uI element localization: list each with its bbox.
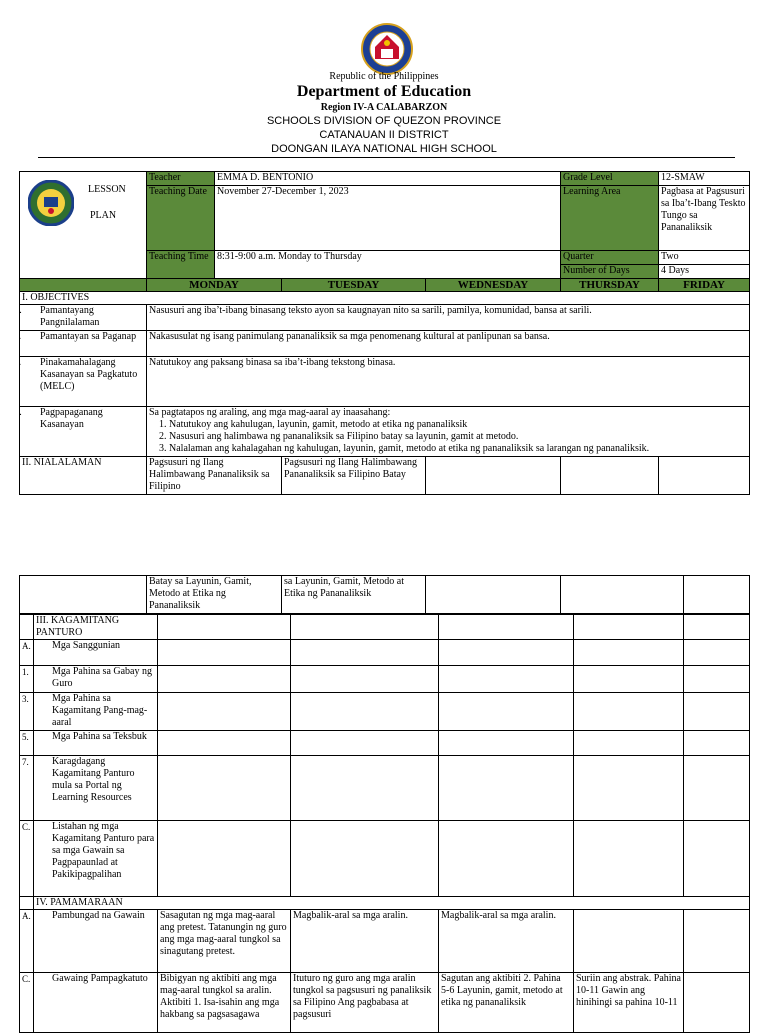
objective-c-letter — [26, 357, 40, 369]
teksbuk-label — [34, 731, 158, 756]
teksbuk-number — [38, 731, 52, 743]
nilalaman-monday-cont: Batay sa Layunin, Gamit, Metodo at Etika ng Pananaliksik — [147, 576, 282, 614]
objective-d-label — [20, 407, 147, 457]
kagamitang-stub: 3. — [20, 693, 34, 731]
teksbuk-text: Mga Pahina sa Teksbuk — [52, 731, 147, 742]
region-line: Region IV-A CALABARZON — [320, 102, 448, 113]
nilalaman-cont-blank — [20, 576, 147, 614]
listahan-text: Listahan ng mga Kagamitang Panturo para sa mga Gawain sa Pagpapaunlad at Pakikipagpalihan — [52, 821, 155, 880]
gawaing-text: Gawaing Pampagkatuto — [52, 973, 148, 984]
nilalaman-tuesday-cont: sa Layunin, Gamit, Metodo at Etika ng Pananaliksik — [282, 576, 426, 614]
division-line: SCHOOLS DIVISION OF QUEZON PROVINCE — [266, 115, 502, 127]
cell — [439, 821, 574, 897]
day-header-blank — [20, 279, 147, 292]
lesson-plan-table — [19, 171, 750, 495]
day-header-tuesday: TUESDAY — [282, 279, 426, 292]
nilalaman-tuesday: Pagsusuri ng Ilang Halimbawang Pananaliksik sa Filipino Batay — [282, 457, 426, 495]
objective-c-text: Pinakamahalagang Kasanayan sa Pagkatuto (MELC) — [40, 357, 138, 392]
cell — [684, 693, 750, 731]
objective-d-letter — [26, 407, 40, 419]
gawaing-stub: C. — [20, 973, 34, 1033]
nilalaman-thursday-cont — [561, 576, 684, 614]
school-line: DOONGAN ILAYA NATIONAL HIGH SCHOOL — [271, 143, 497, 155]
teaching-date-label: Teaching Date — [147, 186, 215, 251]
gawaing-letter — [38, 973, 52, 985]
nilalaman-thursday — [561, 457, 659, 495]
pambungad-letter — [38, 910, 52, 922]
teaching-date-value: November 27-December 1, 2023 — [215, 186, 561, 251]
cell — [158, 731, 291, 756]
gawaing-monday: Bibigyan ng aktibiti ang mga mag-aaral tungkol sa aralin. Aktibiti 1. Isa-isahin ang mga hakbang sa pagsasagawa — [158, 973, 291, 1033]
district-line: CATANAUAN II DISTRICT — [319, 129, 449, 141]
objective-d-item: 2. Nasusuri ang halimbawa ng pananaliksik sa Filipino batay sa layunin, gamit at metodo. — [169, 431, 747, 443]
teacher-value: EMMA D. BENTONIO — [215, 172, 561, 186]
kagamitan-monday — [158, 615, 291, 640]
cell — [574, 756, 684, 821]
cell — [684, 731, 750, 756]
cell — [684, 640, 750, 666]
gawaing-tuesday: Ituturo ng guro ang mga aralin tungkol sa pagsusuri ng panaliksik sa Filipino Ang pagbabasa at pagsusuri — [291, 973, 439, 1033]
pambungad-wednesday: Magbalik-aral sa mga aralin. — [439, 910, 574, 973]
kagamitan-tuesday — [291, 615, 439, 640]
continuation-table — [19, 614, 750, 1033]
sanggunian-text: Mga Sanggunian — [52, 640, 121, 651]
cell — [684, 756, 750, 821]
school-logo — [28, 180, 74, 230]
department-title: Department of Education — [296, 83, 472, 100]
pambungad-stub: A. — [20, 910, 34, 973]
objective-a-text: Pamantayang Pangnilalaman — [40, 305, 100, 328]
kagamitang-number — [38, 693, 52, 705]
cell — [574, 821, 684, 897]
objective-d-intro: Sa pagtatapos ng araling, ang mga mag-aaral ay inaasahang: — [149, 407, 391, 418]
objective-c-value: Natutukoy ang paksang binasa sa iba’t-ibang tekstong binasa. — [147, 357, 750, 407]
cell — [291, 640, 439, 666]
cell — [439, 693, 574, 731]
pambungad-monday: Sasagutan ng mga mag-aaral ang pretest. Tatanungin ng guro ang mga mag-aaral tungkol sa sinagutang pretest. — [158, 910, 291, 973]
objective-d-text: Pagpapaganang Kasanayan — [40, 407, 103, 430]
continuation-table-top — [19, 575, 750, 614]
cell — [439, 666, 574, 693]
cell — [158, 756, 291, 821]
kagamitan-friday — [684, 615, 750, 640]
cell — [574, 666, 684, 693]
karagdagang-label — [34, 756, 158, 821]
cell — [574, 731, 684, 756]
days-label: Number of Days — [561, 265, 659, 279]
grade-level-label: Grade Level — [561, 172, 659, 186]
kagamitan-title: III. KAGAMITANG PANTURO — [34, 615, 158, 640]
day-header-monday: MONDAY — [147, 279, 282, 292]
kagamitan-wednesday — [439, 615, 574, 640]
day-header-wednesday: WEDNESDAY — [426, 279, 561, 292]
cell — [574, 693, 684, 731]
cell — [158, 693, 291, 731]
cell — [684, 821, 750, 897]
deped-seal-logo — [361, 23, 413, 75]
gawaing-wednesday: Sagutan ang aktibiti 2. Pahina 5-6 Layunin, gamit, metodo at etika ng pananaliksik — [439, 973, 574, 1033]
objectives-title: I. OBJECTIVES — [20, 292, 750, 305]
gabay-number — [38, 666, 52, 678]
teacher-label: Teacher — [147, 172, 215, 186]
stub-cell — [20, 897, 34, 910]
gawaing-thursday: Suriin ang abstrak. Pahina 10-11 Gawin ang hinihingi sa pahina 10-11 — [574, 973, 684, 1033]
pambungad-label — [34, 910, 158, 973]
nilalaman-wednesday-cont — [426, 576, 561, 614]
pambungad-thursday — [574, 910, 684, 973]
days-value: 4 Days — [659, 265, 750, 279]
objective-a-label — [20, 305, 147, 331]
header-divider — [38, 157, 735, 158]
cell — [291, 666, 439, 693]
cell — [291, 693, 439, 731]
day-header-friday: FRIDAY — [659, 279, 750, 292]
learning-area-value: Pagbasa at Pagsusuri sa Iba’t-Ibang Teskto Tungo sa Pananaliksik — [659, 186, 750, 251]
teaching-time-value: 8:31-9:00 a.m. Monday to Thursday — [215, 251, 561, 279]
objective-d-item: 1. Natutukoy ang kahulugan, layunin, gamit, metodo at etika ng pananaliksik — [169, 419, 747, 431]
objective-c-label — [20, 357, 147, 407]
nilalaman-friday — [659, 457, 750, 495]
plan-label: PLAN — [90, 210, 117, 221]
cell — [158, 640, 291, 666]
day-header-thursday: THURSDAY — [561, 279, 659, 292]
nilalaman-title: II. NIALALAMAN — [20, 457, 147, 495]
sanggunian-letter — [38, 640, 52, 652]
cell — [291, 821, 439, 897]
cell — [439, 640, 574, 666]
grade-level-value: 12-SMAW — [659, 172, 750, 186]
stub-cell — [20, 615, 34, 640]
listahan-stub: C. — [20, 821, 34, 897]
cell — [574, 640, 684, 666]
pambungad-friday — [684, 910, 750, 973]
pambungad-tuesday: Magbalik-aral sa mga aralin. — [291, 910, 439, 973]
gabay-stub: 1. — [20, 666, 34, 693]
quarter-label: Quarter — [561, 251, 659, 265]
nilalaman-monday: Pagsusuri ng Ilang Halimbawang Pananaliksik sa Filipino — [147, 457, 282, 495]
nilalaman-wednesday — [426, 457, 561, 495]
objective-b-value: Nakasusulat ng isang panimulang pananaliksik sa mga penomenang kultural at panlipunan sa bansa. — [147, 331, 750, 357]
learning-area-label: Learning Area — [561, 186, 659, 251]
pamamaraan-title: IV. PAMAMARAAN — [34, 897, 750, 910]
cell — [158, 666, 291, 693]
objective-b-label — [20, 331, 147, 357]
cell — [158, 821, 291, 897]
kagamitang-label — [34, 693, 158, 731]
pambungad-text: Pambungad na Gawain — [52, 910, 145, 921]
kagamitang-text: Mga Pahina sa Kagamitang Pang-mag-aaral — [52, 693, 148, 728]
cell — [439, 731, 574, 756]
kagamitan-thursday — [574, 615, 684, 640]
listahan-letter — [38, 821, 52, 833]
republic-line: Republic of the Philippines — [329, 71, 439, 82]
lesson-plan-cell — [20, 172, 147, 279]
karagdagang-number — [38, 756, 52, 768]
gabay-label — [34, 666, 158, 693]
sanggunian-label — [34, 640, 158, 666]
objective-d-value — [147, 407, 750, 457]
karagdagang-text: Karagdagang Kagamitang Panturo mula sa Portal ng Learning Resources — [52, 756, 135, 803]
objective-b-letter — [26, 331, 40, 343]
cell — [291, 756, 439, 821]
teaching-time-label: Teaching Time — [147, 251, 215, 279]
objective-b-text: Pamantayan sa Paganap — [40, 331, 137, 342]
listahan-label — [34, 821, 158, 897]
teksbuk-stub: 5. — [20, 731, 34, 756]
cell — [684, 666, 750, 693]
objective-a-value: Nasusuri ang iba’t-ibang binasang teksto ayon sa kaugnayan nito sa sarili, pamilya, komunidad, bansa at sarili. — [147, 305, 750, 331]
nilalaman-friday-cont — [684, 576, 750, 614]
sanggunian-stub: A. — [20, 640, 34, 666]
objective-d-list — [149, 419, 747, 455]
karagdagang-stub: 7. — [20, 756, 34, 821]
objective-d-item: 3. Nalalaman ang kahalagahan ng kahulugan, layunin, gamit, metodo at etika ng pananaliksik sa larangan ng pananaliksik. — [169, 443, 747, 455]
lesson-label: LESSON — [88, 184, 126, 195]
objective-a-letter — [26, 305, 40, 317]
quarter-value: Two — [659, 251, 750, 265]
cell — [291, 731, 439, 756]
gabay-text: Mga Pahina sa Gabay ng Guro — [52, 666, 152, 689]
cell — [439, 756, 574, 821]
